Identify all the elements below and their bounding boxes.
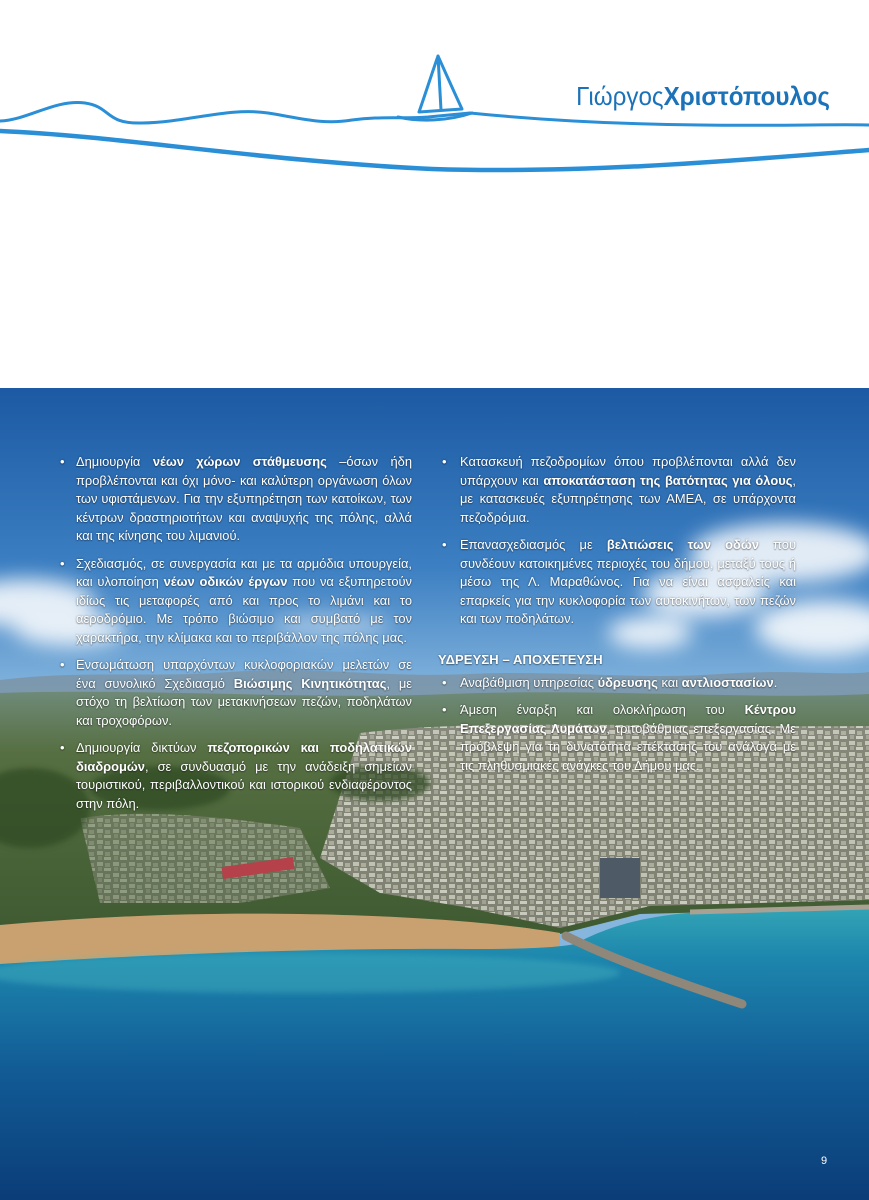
- bullet-text: και: [657, 674, 682, 690]
- bullet-sidewalks: [438, 453, 796, 527]
- left-column: [57, 453, 412, 822]
- bullet-text: Κατασκευή πεζοδρομίων όπου προβλέπονται αλλά δεν υπάρχουν και: [460, 454, 796, 488]
- candidate-first-name: Γιώργος: [576, 81, 664, 111]
- bullet-highlight: νέων οδικών έργων: [163, 574, 288, 589]
- bullet-text: Άμεση έναρξη και ολοκλήρωση του: [460, 702, 745, 717]
- bullet-highlight: ύδρευσης: [597, 674, 658, 690]
- candidate-name: [576, 80, 830, 112]
- bullet-highlight: βελτιώσεις των οδών: [606, 537, 759, 552]
- bullet-text: –όσων ήδη προβλέπονται και όχι μόνο- και καλύτερη οργάνωση όλων των υφιστάμενων. Για την εξυπηρέτηση των κατοίκων, των κέντρων δραστηριοτήτων και αναψυχής της πόλης, αλλά και της κίνησης του λιμανιού.: [76, 454, 413, 543]
- bullet-text: .: [773, 674, 778, 690]
- bullet-text: , με στόχο τη βελτίωση των μετακινήσεων πεζών, ποδηλάτων και τροχοφόρων.: [76, 675, 412, 728]
- bullet-text: Επανασχεδιασμός με: [460, 537, 607, 552]
- left-bullet-list: [57, 453, 412, 813]
- bullet-text: , με κατασκευές εξυπηρέτησης των ΑΜΕΑ, σε υπάρχοντα πεζοδρόμια.: [460, 472, 796, 525]
- bullet-highlight: αντλιοστασίων: [681, 674, 774, 690]
- bullet-new-road-works: [57, 555, 412, 648]
- lower-wave-line: [0, 131, 869, 170]
- bullet-text: , σε συνδυασμό με την ανάδειξη σημείων τουριστικού, περιβαλλοντικού και ιστορικού ενδιαφέροντος στην πόλη.: [76, 758, 412, 811]
- bullet-sustainable-mobility: [57, 656, 412, 730]
- bullet-road-improvements: [438, 536, 796, 629]
- bullet-highlight: αποκατάσταση της βατότητας για όλους: [543, 472, 793, 488]
- bullet-text: Δημιουργία: [76, 454, 153, 469]
- section-heading-water-sewage: ΥΔΡΕΥΣΗ – ΑΠΟΧΕΤΕΥΣΗ: [438, 651, 603, 667]
- bullet-wastewater-plant: [438, 701, 796, 775]
- bullet-highlight: νέων χώρων στάθμευσης: [152, 454, 327, 469]
- water-bullet-list: [438, 674, 796, 776]
- bullet-text: , τριτοβάθμιας επεξεργασίας. Με πρόβλεψη για τη δυνατότητα επέκτασης του ανάλογα με τις πληθυσμιακές ανάγκες του Δήμου μας.: [460, 720, 797, 773]
- bullet-text: που συνδέουν κατοικημένες περιοχές του δήμου, μεταξύ τους ή μέσω της Λ. Μαραθώνος. Για να είναι ασφαλείς και επαρκείς για την κυκλοφορία των αυτοκινήτων, των πεζών και των ποδηλάτων.: [460, 537, 796, 626]
- candidate-last-name: Χριστόπουλος: [663, 81, 830, 111]
- bullet-text: Δημιουργία δικτύων: [76, 740, 208, 755]
- bullet-text: που να εξυπηρετούν ιδίως τις μεταφορές από και προς το λιμάνι και το αεροδρόμιο. Με τρόπο βιώσιμο και συμβατό με τον χαρακτήρα, την κλίμακα και το περιβάλλον της πόλης μας.: [76, 574, 412, 645]
- bullet-text: Ενσωμάτωση υπαρχόντων κυκλοφοριακών μελετών σε ένα συνολικό Σχεδιασμό: [76, 657, 412, 691]
- bullet-highlight: πεζοπορικών και ποδηλατικών διαδρομών: [76, 740, 412, 774]
- right-column: [438, 453, 796, 784]
- bullet-water-supply: [438, 674, 796, 693]
- bullet-text: Σχεδιασμός, σε συνεργασία και με τα αρμόδια υπουργεία, και υλοποίηση: [76, 555, 412, 589]
- bullet-text: Αναβάθμιση υπηρεσίας: [460, 674, 598, 690]
- bullet-new-parking: [57, 453, 412, 546]
- harbor-building: [600, 858, 640, 898]
- bullet-highlight: Κέντρου Επεξεργασίας Λυμάτων: [460, 702, 796, 736]
- bullet-highlight: Βιώσιμης Κινητικότητας: [233, 675, 387, 691]
- bullet-walking-cycling-routes: [57, 739, 412, 813]
- right-bullet-list: [438, 453, 796, 629]
- sailboat-icon: [398, 56, 472, 120]
- page-number: 9: [820, 1155, 828, 1167]
